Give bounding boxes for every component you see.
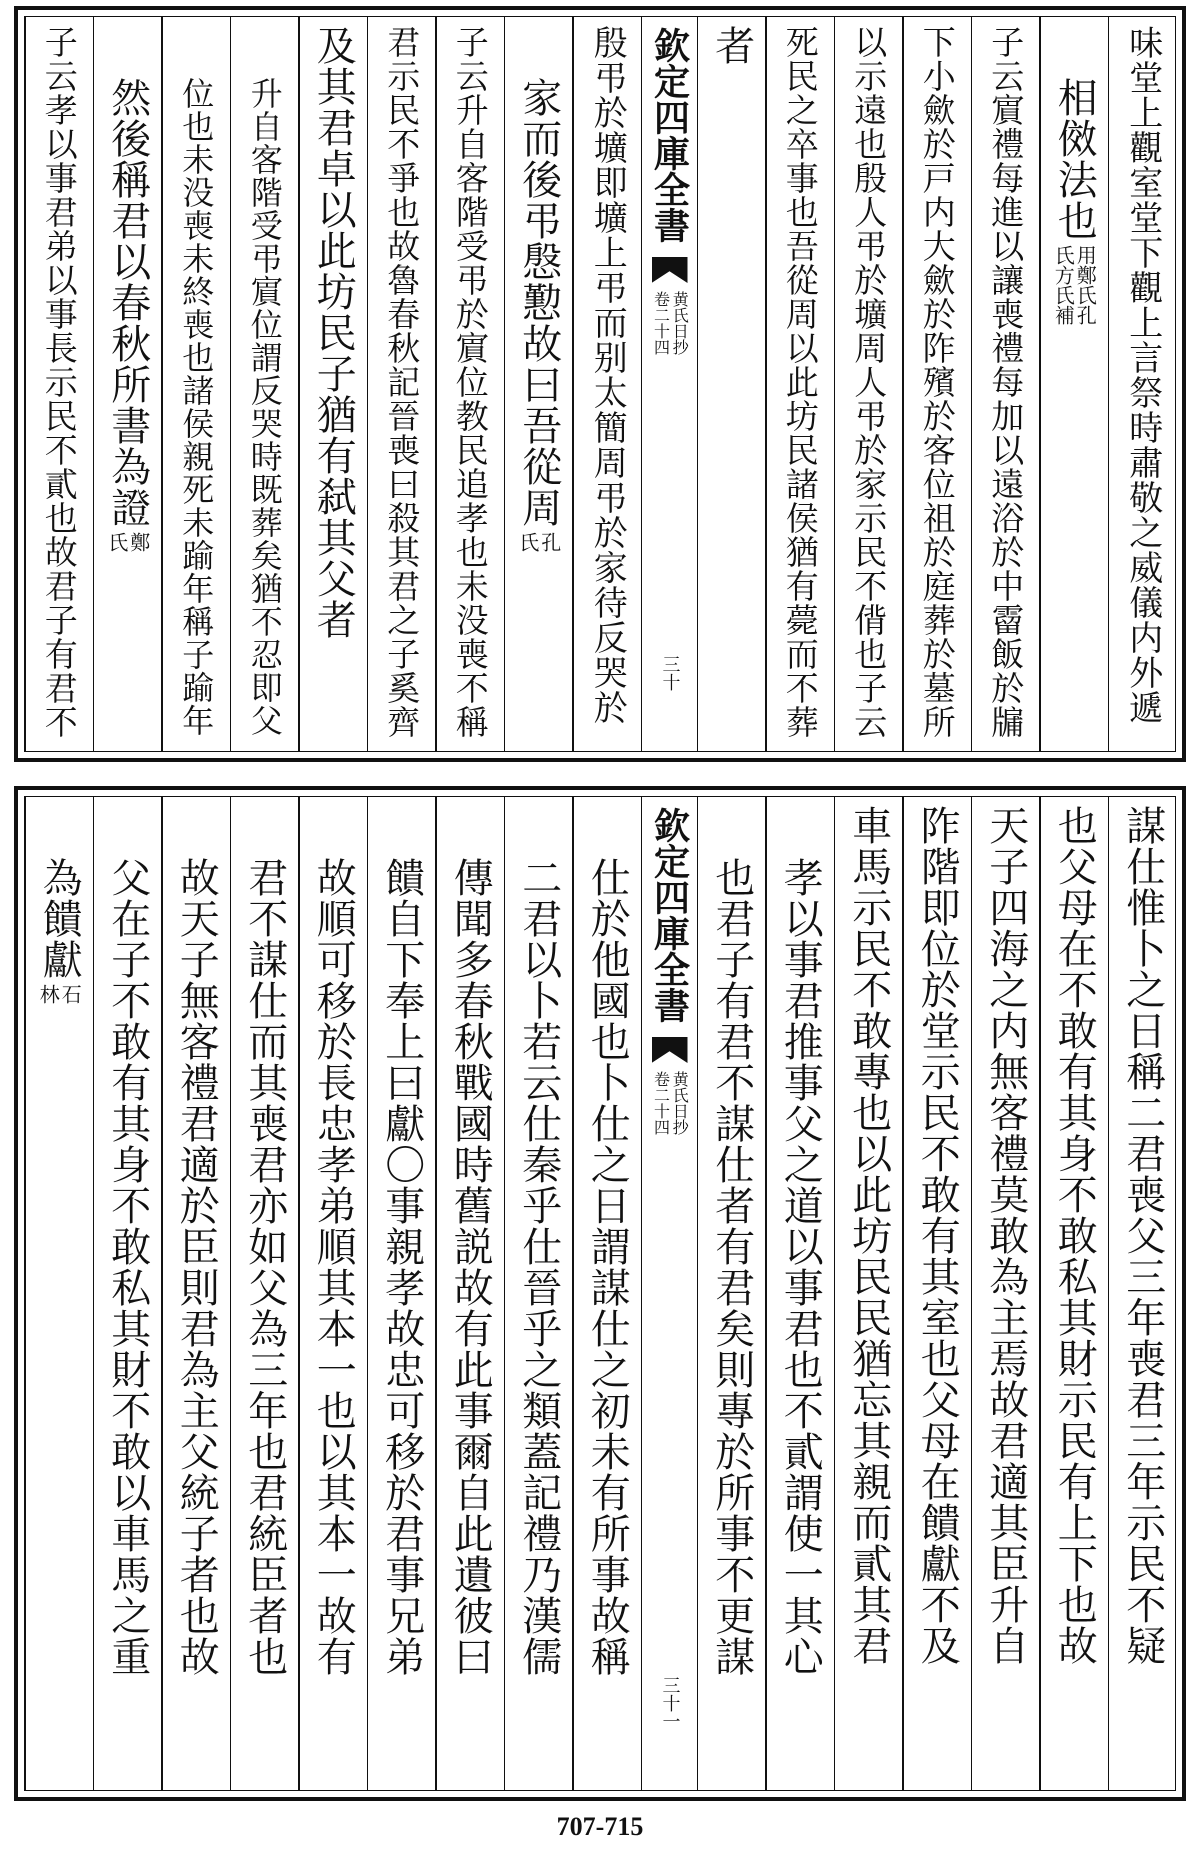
- text-column: [573, 797, 642, 1790]
- column-text: 君示民不爭也故魯春秋記晉喪曰殺其君之子奚齊: [382, 25, 422, 739]
- note-line: 孔: [537, 532, 562, 552]
- upper-page-text-area: [24, 16, 1176, 752]
- text-column: [162, 17, 231, 751]
- column-text: 也父母在不敢有其身不敢私其財示民有上下也故: [1051, 805, 1098, 1666]
- column-text: 仕於他國也卜仕之日謂謀仕之初未有所事故稱: [584, 857, 631, 1677]
- column-text: 子云賔禮每進以讓喪禮每加以遠浴於中霤飯於牖: [986, 25, 1026, 739]
- column-text: 車馬示民不敢專也以此坊民民猶忘其親而貳其君: [845, 805, 892, 1666]
- note-line: 鄭: [126, 532, 151, 552]
- text-column: [972, 797, 1041, 1790]
- book-spine: [642, 17, 698, 751]
- column-text: 者: [708, 25, 755, 66]
- column-divider: [24, 797, 26, 1790]
- text-column: [162, 797, 231, 1790]
- spine-subtitle: [652, 1071, 688, 1135]
- text-column: [94, 17, 163, 751]
- fish-tail-mark-icon: [652, 257, 688, 283]
- note-line: 用鄭氏孔: [1073, 245, 1098, 325]
- book-spine: [642, 797, 698, 1790]
- text-column: [94, 797, 163, 1790]
- spine-title: 欽定四庫全書: [648, 27, 691, 243]
- column-text: 饋自下奉上曰獻〇事親孝故忠可移於君事兄弟: [378, 857, 425, 1677]
- column-text: 阼階即位於堂示民不敢有其室也父母在饋獻不及: [914, 805, 961, 1666]
- column-text: 位也未没喪未終喪也諸侯親死未踰年稱子踰年: [177, 77, 216, 737]
- leaf-number: 三十一: [659, 1676, 681, 1730]
- text-column: [299, 797, 368, 1790]
- column-text: 孝以事君推事父之道以事君也不貳謂使一其心: [777, 857, 824, 1677]
- text-column: [436, 17, 505, 751]
- column-text: 下小歛於戸内大歛於阼殯於客位祖於庭葬於墓所: [917, 25, 957, 739]
- column-text: 味堂上觀室堂下觀上言祭時肅敬之威儀内外遞: [1122, 25, 1163, 725]
- commentary-note: [104, 532, 151, 552]
- column-text: 相傚法也: [1051, 77, 1098, 241]
- text-column: [368, 797, 437, 1790]
- note-line: 林: [36, 984, 61, 1004]
- text-column: [903, 17, 972, 751]
- spine-subtitle-line: 卷二十四: [651, 1071, 671, 1135]
- column-divider: [24, 17, 26, 751]
- column-text: 故天子無客禮君適於臣則君為主父統子者也故: [173, 857, 220, 1677]
- column-text: 也君子有君不謀仕者有君矣則專於所事不更謀: [708, 857, 755, 1677]
- upper-page: [0, 6, 1200, 762]
- column-text: 然後稱君以春秋所書為證: [104, 77, 151, 528]
- column-text: 二君以卜若云仕秦乎仕晉乎之類蓋記禮乃漢儒: [515, 857, 562, 1677]
- text-column: [1040, 797, 1109, 1790]
- text-column: [698, 17, 767, 751]
- note-line: 氏方氏補: [1051, 245, 1076, 325]
- text-column: [436, 797, 505, 1790]
- lower-page: [0, 786, 1200, 1801]
- text-column: [1040, 17, 1109, 751]
- spine-subtitle-line: 黄氏日抄: [670, 1071, 690, 1135]
- commentary-note: [36, 984, 83, 1004]
- column-text: 家而後弔慇懃故曰吾從周: [515, 77, 562, 528]
- column-text: 君不謀仕而其喪君亦如父為三年也君統臣者也: [241, 857, 288, 1677]
- column-text: 謀仕惟卜之日稱二君喪父三年喪君三年示民不疑: [1119, 805, 1166, 1666]
- text-column: [505, 17, 574, 751]
- text-column: [505, 797, 574, 1790]
- text-column: [835, 797, 904, 1790]
- text-column: [835, 17, 904, 751]
- page-number: 707-715: [556, 1812, 644, 1841]
- text-column: [25, 797, 94, 1790]
- spine-subtitle-line: 卷二十四: [651, 291, 671, 355]
- column-text: 傳聞多春秋戰國時舊説故有此事爾自此遺彼曰: [447, 857, 494, 1677]
- column-text: 子云升自客階受弔於賔位教民追孝也未没喪不稱: [450, 25, 490, 739]
- text-column: [299, 17, 368, 751]
- column-text: 及其君卓以此坊民子猶有弑其父者: [310, 25, 357, 640]
- leaf-number: 三十: [659, 655, 681, 691]
- commentary-note: [515, 532, 562, 552]
- text-column: [231, 797, 300, 1790]
- text-column: [573, 17, 642, 751]
- column-text: 為饋獻: [36, 857, 83, 980]
- column-text: 故順可移於長忠孝弟順其本一也以其本一故有: [310, 857, 357, 1677]
- column-text: 升自客階受弔賔位謂反哭時既葬矣猶不忍即父: [245, 77, 284, 737]
- column-text: 死民之卒事也吾從周以此坊民諸侯猶有薨而不葬: [780, 25, 820, 739]
- text-column: [231, 17, 300, 751]
- commentary-note: [1051, 245, 1098, 325]
- text-column: [766, 797, 835, 1790]
- text-column: [1109, 797, 1178, 1790]
- text-column: [903, 797, 972, 1790]
- text-column: [25, 17, 94, 751]
- spine-subtitle-line: 黄氏日抄: [670, 291, 690, 355]
- spine-subtitle: [652, 291, 688, 355]
- text-column: [972, 17, 1041, 751]
- column-text: 父在子不敢有其身不敢私其財不敢以車馬之重: [104, 857, 151, 1677]
- lower-page-text-area: [24, 796, 1176, 1791]
- fish-tail-mark-icon: [652, 1037, 688, 1063]
- column-text: 殷弔於壙即壙上弔而别太簡周弔於家待反哭於: [587, 25, 628, 725]
- text-column: [766, 17, 835, 751]
- note-line: 氏: [104, 532, 129, 552]
- spine-title: 欽定四庫全書: [648, 807, 691, 1023]
- note-line: 氏: [515, 532, 540, 552]
- note-line: 石: [58, 984, 83, 1004]
- text-column: [1109, 17, 1178, 751]
- column-text: 天子四海之内無客禮莫敢為主焉故君適其臣升自: [982, 805, 1029, 1666]
- column-text: 子云孝以事君弟以事長示民不貳也故君子有君不: [39, 25, 79, 739]
- text-column: [368, 17, 437, 751]
- text-column: [698, 797, 767, 1790]
- column-text: 以示遠也殷人弔於壙周人弔於家示民不偝也子云: [849, 25, 889, 739]
